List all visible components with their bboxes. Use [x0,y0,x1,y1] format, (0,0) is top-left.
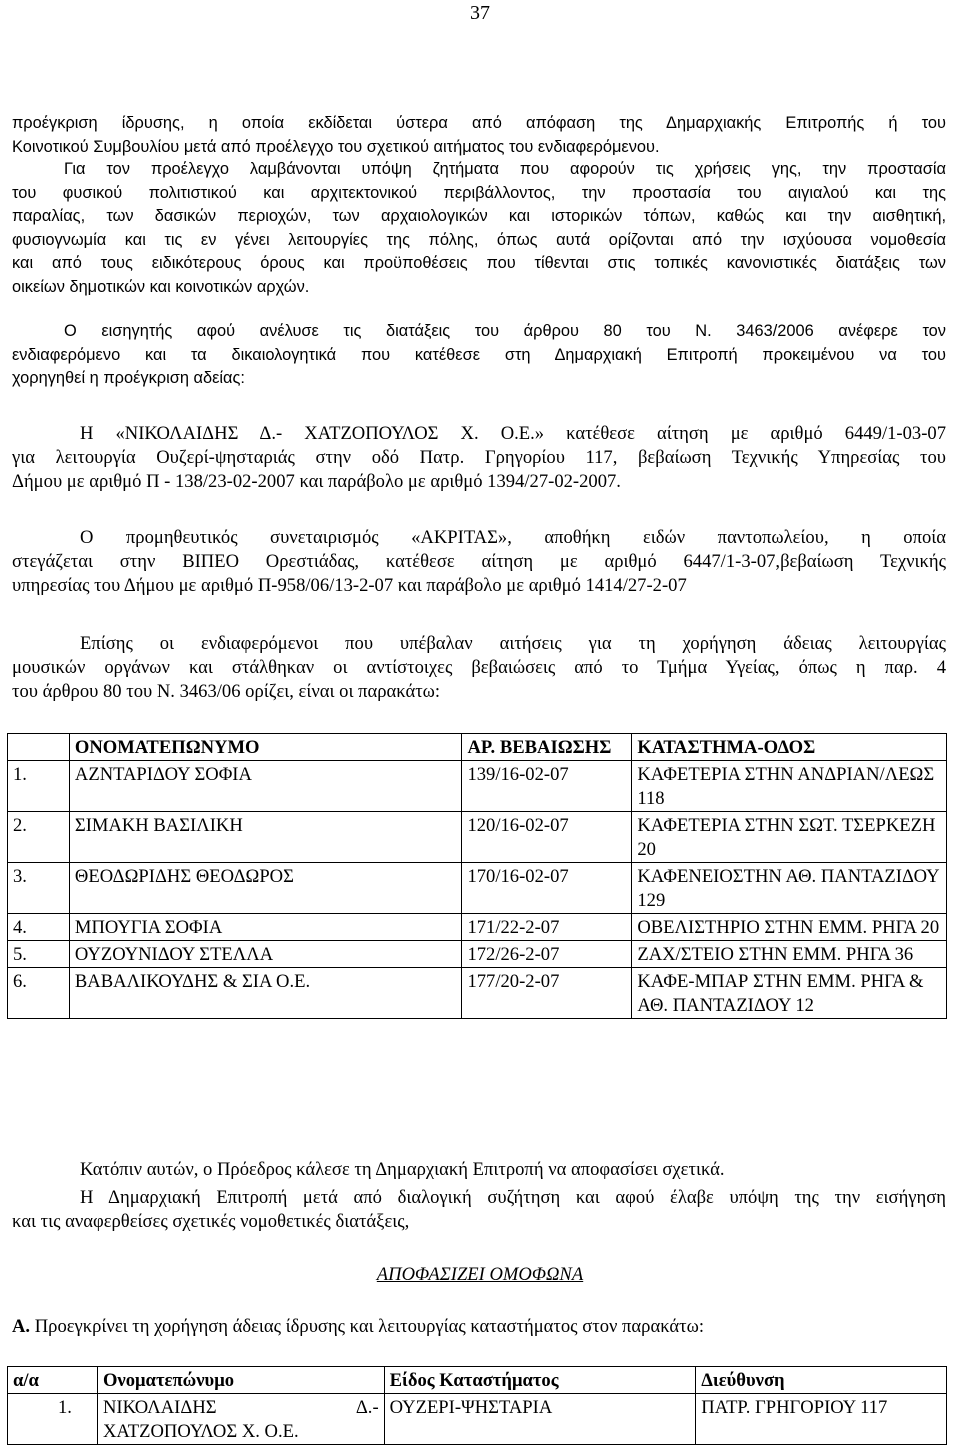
section-a-label: Α. [12,1316,31,1337]
table-row [8,863,947,914]
text-line: του άρθρου 80 του Ν. 3463/06 ορίζει, είναι οι παρακάτω: [12,681,441,702]
text-line: ενδιαφερόμενο και τα δικαιολογητικά που κατέθεσε στη Δημαρχιακή Επιτροπή προκειμένου να του [12,345,946,364]
page-number: 37 [470,2,490,24]
text-line: χορηγηθεί η προέγκριση αδείας: [12,369,245,387]
row-number: 4. [8,914,70,941]
table-row [8,941,947,968]
paragraph-5 [12,526,946,598]
row-certificate: 170/16-02-07 [462,863,632,914]
table-row [8,914,947,941]
row-shop: ΚΑΦΕΤΕΡΙΑ ΣΤΗΝ ΣΩΤ. ΤΣΕΡΚΕΖΗ 20 [632,812,947,863]
text-line: Η Δημαρχιακή Επιτροπή μετά από διαλογική συζήτηση και αφού έλαβε υπόψη της την εισήγηση [80,1187,946,1208]
text-line: Η «ΝΙΚΟΛΑΙΔΗΣ Δ.- ΧΑΤΖΟΠΟΥΛΟΣ Χ. Ο.Ε.» κατέθεσε αίτηση με αριθμό 6449/1-03-07 [80,423,946,444]
row-certificate: 139/16-02-07 [462,761,632,812]
row-shop: ΟΒΕΛΙΣΤΗΡΙΟ ΣΤΗΝ ΕΜΜ. ΡΗΓΑ 20 [632,914,947,941]
paragraph-8 [12,1186,946,1234]
table-row [8,812,947,863]
paragraph-6 [12,632,946,704]
row-certificate: 171/22-2-07 [462,914,632,941]
text-line: φυσιογνωμία και τις εν γένει λειτουργίες της πόλης, όπως αυτά ορίζονται από την ισχύουσα νομοθεσία [12,230,946,249]
row-shop: ΚΑΦΕΤΕΡΙΑ ΣΤΗΝ ΑΝΔΡΙΑΝ/ΛΕΩΣ 118 [632,761,947,812]
row-certificate: 172/26-2-07 [462,941,632,968]
row-certificate: 120/16-02-07 [462,812,632,863]
certificates-table [7,733,947,1019]
row-number: 3. [8,863,70,914]
paragraph-4 [12,422,946,494]
row-name: ΝΙΚΟΛΑΙΔΗΣ Δ.- ΧΑΤΖΟΠΟΥΛΟΣ Χ. Ο.Ε. [97,1394,384,1445]
row-name: ΘΕΟΔΩΡΙΔΗΣ ΘΕΟΔΩΡΟΣ [69,863,462,914]
row-name: ΜΠΟΥΓΙΑ ΣΟΦΙΑ [69,914,462,941]
row-number: 2. [8,812,70,863]
paragraph-2 [12,158,946,299]
text-line: Για τον προέλεγχο λαμβάνονται υπόψη ζητήματα που αφορούν τις χρήσεις γης, την προστασία [64,160,946,178]
row-shop: ΖΑΧ/ΣΤΕΙΟ ΣΤΗΝ ΕΜΜ. ΡΗΓΑ 36 [632,941,947,968]
row-name: ΒΑΒΑΛΙΚΟΥΔΗΣ & ΣΙΑ Ο.Ε. [69,968,462,1019]
table-header-row [8,1367,947,1394]
header-name: Ονοματεπώνυμο [97,1367,384,1394]
text-line: Ο εισηγητής αφού ανέλυσε τις διατάξεις του άρθρου 80 του Ν. 3463/2006 ανέφερε τον [64,322,946,340]
text-line: Ο προμηθευτικός συνεταιρισμός «ΑΚΡΙΤΑΣ», αποθήκη ειδών παντοπωλείου, η οποία [80,527,946,548]
text-line: Κοινοτικού Συμβουλίου μετά από προέλεγχο του σχετικού αιτήματος του ενδιαφερόμενου. [12,137,660,156]
row-number: 6. [8,968,70,1019]
header-shop: ΚΑΤΑΣΤΗΜΑ-ΟΔΟΣ [632,734,947,761]
row-name: ΑΖΝΤΑΡΙΔΟΥ ΣΟΦΙΑ [69,761,462,812]
text-line: προέγκριση ίδρυσης, η οποία εκδίδεται ύστερα από απόφαση της Δημαρχιακής Επιτροπής ή του [12,114,946,132]
row-shop: ΚΑΦΕ-ΜΠΑΡ ΣΤΗΝ ΕΜΜ. ΡΗΓΑ & ΑΘ. ΠΑΝΤΑΖΙΔΟΥ 12 [632,968,947,1019]
table-header-row [8,734,947,761]
paragraph-3 [12,320,946,391]
header-certificate: ΑΡ. ΒΕΒΑΙΩΣΗΣ [462,734,632,761]
header-name: ΟΝΟΜΑΤΕΠΩΝΥΜΟ [69,734,462,761]
paragraph-1 [12,112,946,159]
text-line: Κατόπιν αυτών, ο Πρόεδρος κάλεσε τη Δημαρχιακή Επιτροπή να αποφασίσει σχετικά. [80,1159,725,1180]
text-line: Δήμου με αριθμό Π - 138/23-02-2007 και παράβολο με αριθμό 1394/27-02-2007. [12,471,621,492]
row-certificate: 177/20-2-07 [462,968,632,1019]
section-a [12,1316,946,1338]
row-name: ΟΥΖΟΥΝΙΔΟΥ ΣΤΕΛΛΑ [69,941,462,968]
text-line: υπηρεσίας του Δήμου με αριθμό Π-958/06/13-2-07 και παράβολο με αριθμό 1414/27-2-07 [12,575,687,596]
section-a-text: Προεγκρίνει τη χορήγηση άδειας ίδρυσης και λειτουργίας καταστήματος στον παρακάτω: [34,1316,705,1337]
row-number: 1. [8,1394,98,1445]
row-shop: ΚΑΦΕΝΕΙΟΣΤΗΝ ΑΘ. ΠΑΝΤΑΖΙΔΟΥ 129 [632,863,947,914]
row-name: ΣΙΜΑΚΗ ΒΑΣΙΛΙΚΗ [69,812,462,863]
row-address: ΠΑΤΡ. ΓΡΗΓΟΡΙΟΥ 117 [696,1394,947,1445]
text-line: παραλίας, των δασικών περιοχών, των αρχαιολογικών και ιστορικών τόπων, καθώς και την αισθητική, [12,207,946,225]
text-line: και από τους ειδικότερους όρους και προϋποθέσεις που τίθενται στις τοπικές κανονιστικές διατάξεις των [12,254,946,272]
text-line: οικείων δημοτικών και κοινοτικών αρχών. [12,277,310,296]
text-line: μουσικών οργάνων και στάλθηκαν οι αντίστοιχες βεβαιώσεις από το Τμήμα Υγείας, όπως η παρ. 4 [12,657,946,678]
table-row [8,968,947,1019]
text-line: στεγάζεται στην ΒΙΠΕΟ Ορεστιάδας, κατέθεσε αίτηση με αριθμό 6447/1-3-07,βεβαίωση Τεχνικής [12,551,946,572]
header-shop-type: Είδος Καταστήματος [384,1367,696,1394]
text-line: Επίσης οι ενδιαφερόμενοι που υπέβαλαν αιτήσεις για τη χορήγηση άδειας λειτουργίας [80,633,946,654]
paragraph-7 [12,1158,946,1182]
approval-table [7,1366,947,1445]
header-number: α/α [8,1367,98,1394]
text-line: του φυσικού πολιτιστικού και αρχιτεκτονικού περιβάλλοντος, την προστασία του αιγιαλού και της [12,183,946,202]
table-cell [8,734,70,761]
row-number: 5. [8,941,70,968]
row-shop-type: ΟΥΖΕΡΙ-ΨΗΣΤΑΡΙΑ [384,1394,696,1445]
decision-heading: ΑΠΟΦΑΣΙΖΕΙ ΟΜΟΦΩΝΑ [376,1264,584,1285]
text-line: και τις αναφερθείσες σχετικές νομοθετικές διατάξεις, [12,1211,410,1232]
table-row [8,761,947,812]
table-row [8,1394,947,1445]
row-number: 1. [8,761,70,812]
header-address: Διεύθυνση [696,1367,947,1394]
text-line: για λειτουργία Ουζερί-ψησταριάς στην οδό Πατρ. Γρηγορίου 117, βεβαίωση Τεχνικής Υπηρεσίας του [12,447,946,468]
